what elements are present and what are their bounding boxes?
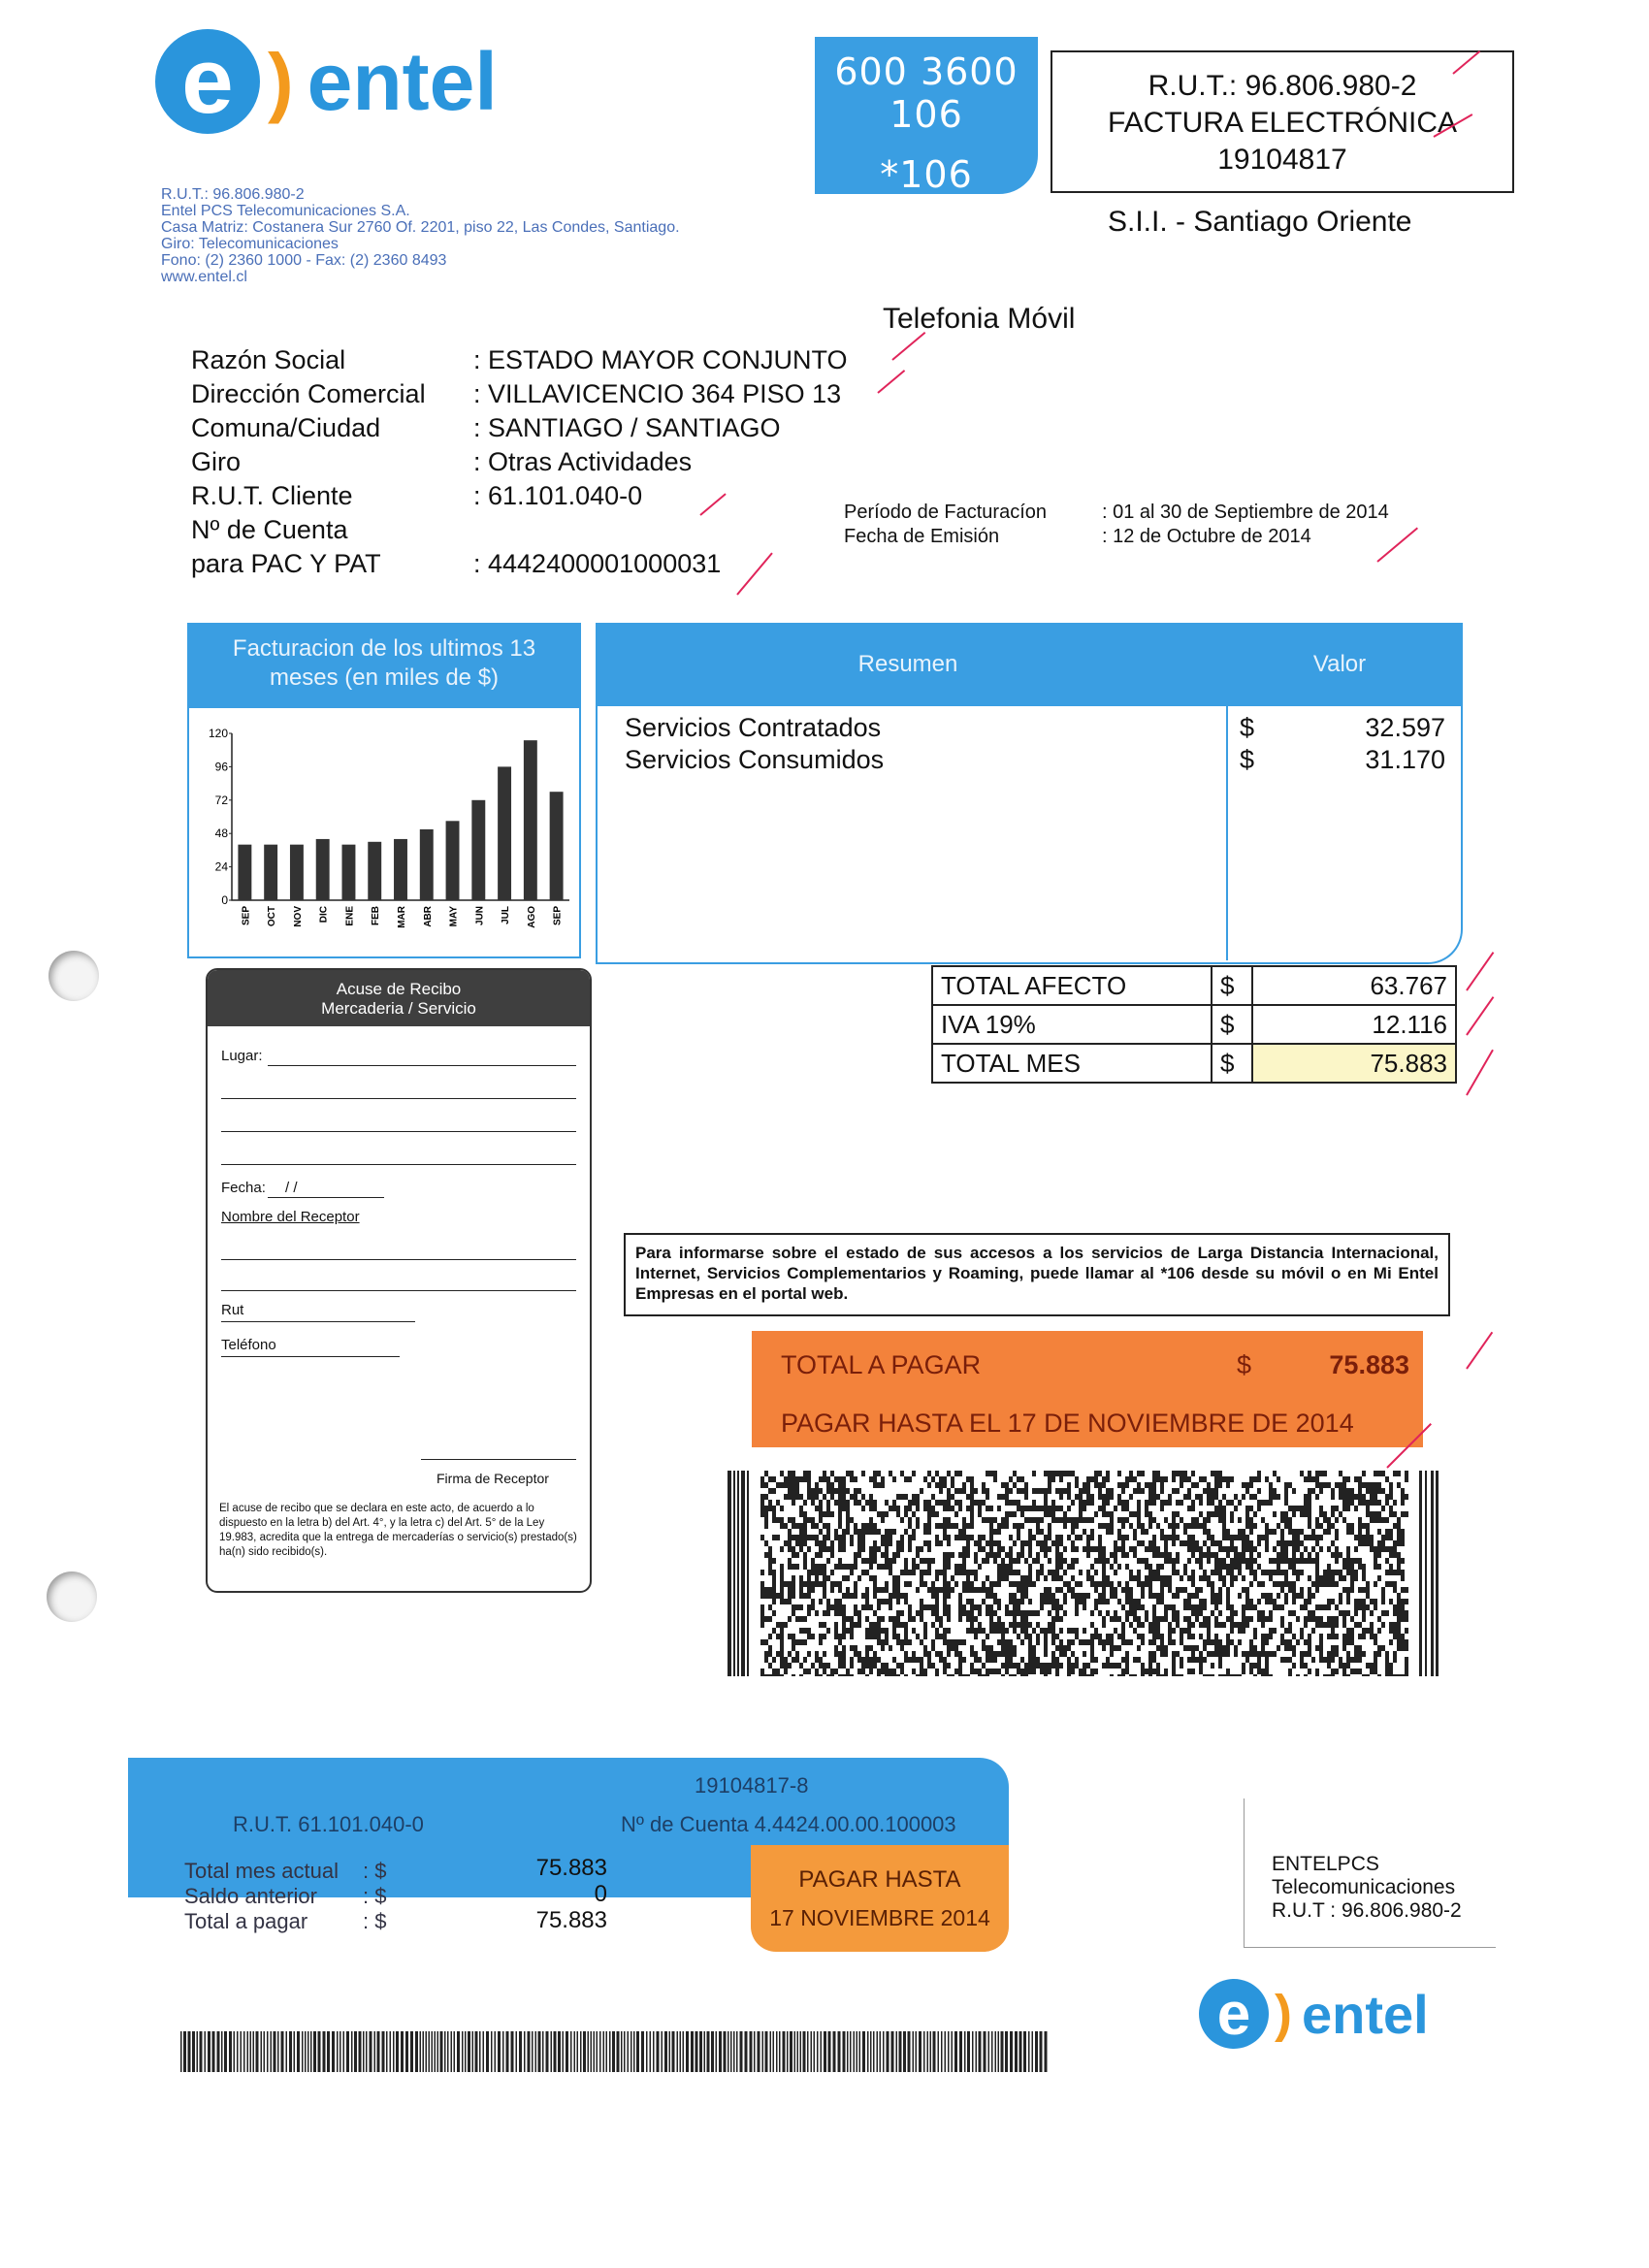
chart-bar: [498, 766, 511, 900]
y-tick-label: 24: [214, 859, 228, 874]
label-cuenta-1: Nº de Cuenta: [191, 515, 348, 544]
total-label: TOTAL MES: [932, 1044, 1212, 1083]
footer-row-label: Saldo anterior: [184, 1884, 317, 1908]
total-pagar-currency: $: [1237, 1350, 1252, 1379]
total-label: TOTAL AFECTO: [932, 966, 1212, 1005]
receipt-fecha-sep: / /: [285, 1180, 298, 1196]
footer-company-1: ENTELPCS: [1272, 1853, 1379, 1875]
summary-row-value: 32.597: [1365, 713, 1445, 742]
chart-bar: [368, 842, 381, 900]
receipt-fecha-label: Fecha:: [221, 1180, 266, 1196]
summary-row-label: Servicios Contratados: [625, 713, 882, 742]
lugar-line-4[interactable]: [221, 1164, 576, 1165]
periodo: : 01 al 30 de Septiembre de 2014: [1102, 502, 1389, 523]
doc-number: 19104817: [1217, 144, 1347, 176]
entel-e-icon: e: [155, 29, 260, 134]
y-tick-label: 48: [214, 826, 228, 841]
telefono-line[interactable]: [221, 1356, 400, 1357]
summary-row-value: 31.170: [1365, 745, 1445, 774]
y-tick-label: 120: [208, 727, 228, 740]
footer-company-3: R.U.T : 96.806.980-2: [1272, 1899, 1462, 1922]
x-tick-label: ENE: [344, 906, 356, 926]
total-value: 63.767: [1252, 966, 1456, 1005]
summary-row-currency: $: [1240, 745, 1255, 774]
footer-pay-date: 17 NOVIEMBRE 2014: [769, 1905, 990, 1930]
value-header: Valor: [1312, 651, 1367, 677]
footer-seps: [363, 1859, 386, 1934]
chart-bar: [394, 839, 407, 900]
totals-table: [931, 965, 1457, 1084]
service-type: Telefonia Móvil: [883, 303, 1076, 335]
phone-main: 600 3600 106: [834, 50, 1018, 136]
x-tick-label: OCT: [267, 906, 278, 927]
chart-title: Facturacion de los ultimos 13 meses (en miles de $): [189, 625, 579, 708]
direccion: : VILLAVICENCIO 364 PISO 13: [473, 379, 842, 408]
chart-panel: [187, 623, 581, 958]
receipt-firma-label: Firma de Receptor: [436, 1471, 549, 1486]
linear-barcode: [180, 2031, 1051, 2072]
footer-row-label: Total a pagar: [184, 1909, 308, 1933]
company-line: Casa Matriz: Costanera Sur 2760 Of. 2201, piso 22, Las Condes, Santiago.: [161, 219, 680, 236]
phone-box: [815, 37, 1038, 194]
entel-logo: [155, 29, 498, 134]
check-mark-icon: [891, 332, 925, 361]
chart-bar: [471, 800, 485, 900]
footer-labels: [184, 1859, 339, 1934]
entel-paren-icon: ): [268, 38, 294, 124]
nombre-line-2[interactable]: [221, 1290, 576, 1291]
footer-pay-box: [751, 1845, 1009, 1952]
receipt-telefono-label: Teléfono: [221, 1337, 276, 1353]
receipt-title-1: Acuse de Recibo: [336, 980, 462, 998]
pdf417-barcode: [728, 1471, 1440, 1676]
fecha-line[interactable]: [268, 1197, 384, 1198]
company-line: www.entel.cl: [161, 269, 247, 285]
total-pagar-value: 75.883: [1329, 1350, 1409, 1379]
receipt-legal: El acuse de recibo que se declara en este acto, de acuerdo a lo dispuesto en la letra b) del Art. 4°, y la letra c) del Art. 5° de la Ley 19.983, acredita que la entrega de mercaderías o servicio(s) prestado(s) ha(n) sido recibido(s).: [219, 1503, 577, 1558]
entel-paren-icon: ): [1275, 1985, 1292, 2043]
summary-header-band: [598, 623, 1461, 706]
chart-bar: [446, 821, 460, 900]
due-date: PAGAR HASTA EL 17 DE NOVIEMBRE DE 2014: [781, 1409, 1354, 1438]
footer-brand-name: entel: [1301, 1983, 1429, 2045]
company-line: Fono: (2) 2360 1000 - Fax: (2) 2360 8493: [161, 252, 447, 269]
check-mark-icon: [1466, 1050, 1494, 1096]
footer-values: [524, 1855, 607, 1933]
footer-row-value: 75.883: [535, 1907, 607, 1933]
summary-header: Resumen: [857, 651, 958, 677]
value-divider: [1226, 706, 1228, 960]
summary-row-label: Servicios Consumidos: [625, 745, 885, 774]
x-tick-label: JUL: [501, 906, 512, 924]
receipt-nombre-label: Nombre del Receptor: [221, 1209, 360, 1225]
summary-currency: [1240, 712, 1254, 776]
label-rut-cliente: R.U.T. Cliente: [191, 481, 353, 510]
y-tick-label: 0: [221, 893, 228, 907]
total-currency: $: [1212, 1044, 1252, 1083]
x-tick-label: NOV: [292, 906, 304, 927]
info-box: Para informarse sobre el estado de sus accesos a los servicios de Larga Distancia Internacional, Internet, Servicios Complementarios y Roaming, puede llamar al *106 desde su móvil o en Mi Entel Empresas en el portal web.: [624, 1233, 1450, 1316]
chart-bar: [524, 740, 537, 900]
footer-row-value: 0: [594, 1881, 607, 1907]
sii-office: S.I.I. - Santiago Oriente: [1108, 206, 1412, 238]
company-line: Entel PCS Telecomunicaciones S.A.: [161, 203, 410, 219]
billing-chart: [189, 708, 579, 955]
rut-line[interactable]: [221, 1321, 415, 1322]
label-emision: Fecha de Emisión: [844, 526, 1000, 547]
chart-bar: [290, 845, 304, 900]
company-line: Giro: Telecomunicaciones: [161, 236, 339, 252]
x-tick-label: DIC: [318, 906, 330, 923]
footer-row-label: Total mes actual: [184, 1859, 339, 1883]
x-tick-label: MAY: [448, 906, 460, 927]
footer-cuenta: Nº de Cuenta 4.4424.00.00.100003: [621, 1812, 956, 1836]
summary-row-currency: $: [1240, 713, 1255, 742]
check-mark-icon: [877, 370, 905, 394]
entel-e-icon: e: [1199, 1979, 1269, 2049]
y-tick-label: 72: [214, 793, 228, 807]
linear-barcode-bars: [180, 2031, 1048, 2072]
total-currency: $: [1212, 1005, 1252, 1044]
hole-punch: [48, 951, 99, 1001]
customer-values: [473, 343, 848, 581]
chart-bar: [342, 845, 356, 900]
total-currency: $: [1212, 966, 1252, 1005]
label-giro: Giro: [191, 447, 242, 476]
x-tick-label: SEP: [552, 906, 564, 926]
x-tick-label: MAR: [397, 906, 407, 928]
chart-bar: [316, 839, 330, 900]
label-comuna: Comuna/Ciudad: [191, 413, 381, 442]
check-mark-icon: [1466, 1332, 1493, 1370]
company-info: [161, 186, 859, 285]
nombre-line[interactable]: [221, 1259, 576, 1260]
summary-labels: [625, 712, 884, 776]
receipt-lugar-label: Lugar:: [221, 1048, 263, 1064]
chart-bar: [264, 845, 277, 900]
brand-name: entel: [307, 35, 498, 127]
check-mark-icon: [1466, 996, 1494, 1035]
summary-panel: [596, 623, 1463, 964]
footer-doc-ref: 19104817-8: [695, 1773, 809, 1798]
pdf417-modules: [728, 1471, 1439, 1676]
table-row: [932, 1044, 1456, 1083]
x-tick-label: JUN: [474, 906, 486, 926]
footer-row-value: 75.883: [535, 1855, 607, 1881]
lugar-line-3[interactable]: [221, 1131, 576, 1132]
payment-box: [752, 1331, 1423, 1447]
lugar-line[interactable]: [268, 1065, 576, 1066]
receipt-header: [208, 970, 590, 1026]
label-periodo: Período de Facturacíon: [844, 502, 1048, 523]
footer-company-2: Telecomunicaciones: [1272, 1876, 1456, 1898]
chart-bar: [550, 792, 564, 900]
doc-type: FACTURA ELECTRÓNICA: [1107, 107, 1458, 139]
y-tick-label: 96: [214, 760, 228, 774]
rut-box: [1051, 50, 1514, 193]
label-cuenta-2: para PAC Y PAT: [191, 549, 381, 578]
chart-bar: [420, 829, 434, 900]
x-tick-label: ABR: [422, 906, 434, 927]
total-value: 12.116: [1252, 1005, 1456, 1044]
period-labels: [844, 501, 1047, 549]
x-tick-label: SEP: [241, 906, 252, 926]
total-value: 75.883: [1252, 1044, 1456, 1083]
customer-labels: [191, 343, 426, 581]
footer-row-sep: : $: [363, 1859, 387, 1883]
receipt-form: [206, 968, 592, 1593]
x-tick-label: FEB: [371, 906, 382, 925]
issuer-rut: R.U.T.: 96.806.980-2: [1148, 70, 1417, 102]
firma-line[interactable]: [421, 1459, 576, 1460]
receipt-title-2: Mercaderia / Servicio: [321, 999, 476, 1018]
entel-logo-footer: [1199, 1979, 1429, 2049]
phone-short: *106: [880, 153, 973, 196]
footer-company-box: [1244, 1798, 1496, 1948]
total-label: IVA 19%: [932, 1005, 1212, 1044]
company-line: R.U.T.: 96.806.980-2: [161, 186, 305, 203]
check-mark-icon: [1466, 952, 1494, 990]
razon-social: : ESTADO MAYOR CONJUNTO: [473, 345, 848, 374]
receipt-rut-label: Rut: [221, 1302, 244, 1318]
footer-row-sep: : $: [363, 1884, 387, 1908]
label-direccion: Dirección Comercial: [191, 379, 426, 408]
period-values: [1102, 501, 1389, 549]
footer-rut: R.U.T. 61.101.040-0: [233, 1812, 424, 1836]
total-pagar-label: TOTAL A PAGAR: [781, 1350, 982, 1379]
footer-row-sep: : $: [363, 1909, 387, 1933]
label-razon-social: Razón Social: [191, 345, 346, 374]
summary-values: [1365, 712, 1445, 776]
hole-punch: [47, 1571, 97, 1622]
table-row: [932, 1005, 1456, 1044]
x-tick-label: AGO: [526, 906, 537, 928]
footer-pay-label: PAGAR HASTA: [798, 1866, 961, 1893]
lugar-line-2[interactable]: [221, 1098, 576, 1099]
chart-bar: [238, 845, 251, 900]
comuna: : SANTIAGO / SANTIAGO: [473, 413, 781, 442]
numero-cuenta: : 4442400001000031: [473, 549, 722, 578]
emision: : 12 de Octubre de 2014: [1102, 526, 1311, 547]
giro: : Otras Actividades: [473, 447, 693, 476]
rut-cliente: : 61.101.040-0: [473, 481, 643, 510]
table-row: [932, 966, 1456, 1005]
